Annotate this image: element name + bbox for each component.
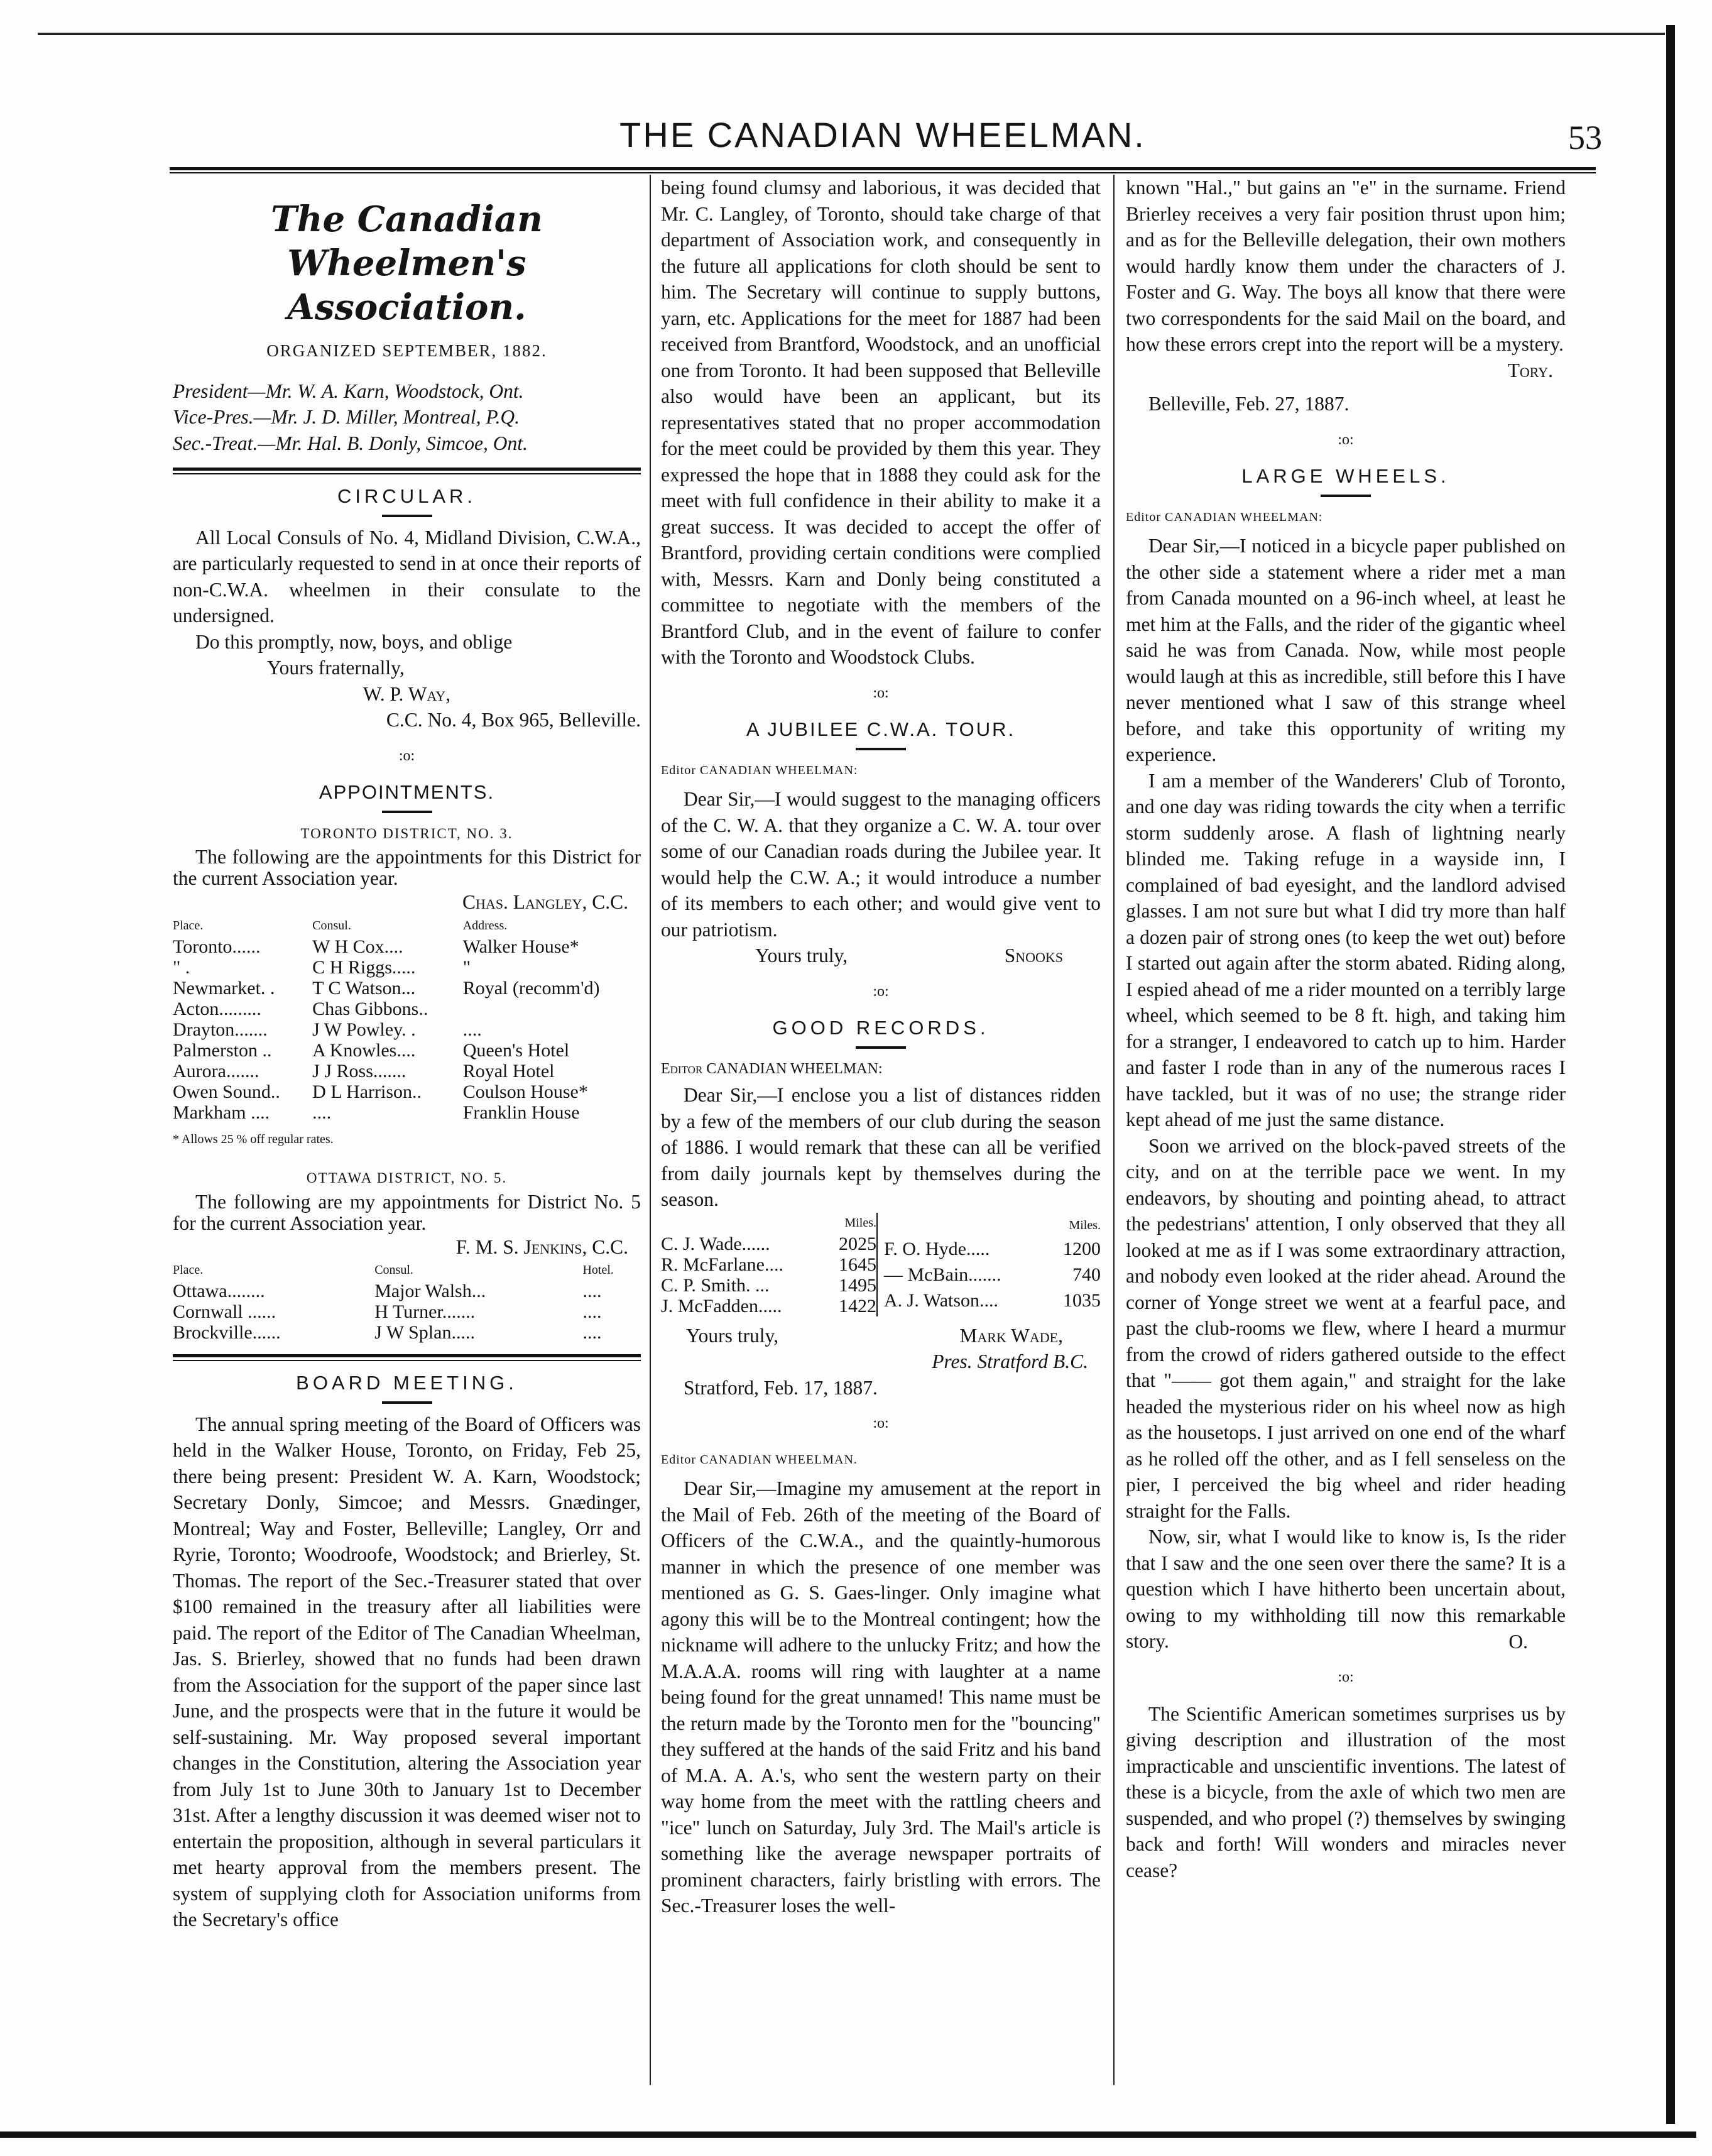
page-edge-bottom	[0, 2131, 1696, 2138]
table-cell: Toronto......	[173, 936, 261, 957]
records-signoff	[661, 1316, 1101, 1349]
table-cell: 1422	[839, 1295, 876, 1316]
table-cell: J. McFadden.....	[661, 1295, 782, 1316]
table-cell: Markham ....	[173, 1102, 270, 1123]
table-cell: Aurora.......	[173, 1060, 259, 1081]
organized-line: ORGANIZED SEPTEMBER, 1882.	[266, 341, 547, 360]
table-header: Place.	[173, 1263, 204, 1277]
ottawa-intro: The following are my appointments for District No. 5 for the current Association year.	[173, 1190, 641, 1234]
good-records-heading: GOOD RECORDS.	[772, 1017, 990, 1039]
table-cell: "	[462, 956, 471, 978]
table-cell: ....	[582, 1281, 602, 1301]
header-rule	[170, 167, 1596, 170]
table-cell: Franklin House	[462, 1102, 580, 1123]
column-divider-1	[650, 175, 651, 2085]
column-divider-2	[1113, 175, 1115, 2085]
scientific-american-paragraph: The Scientific American sometimes surprises us by giving description and illustration of the most impracticable and unscientific inventions. The latest of these is a bicycle, from the axle of which two men are suspended, and who propel (?) themselves by swinging back and forth! Will wonders and miracles never cease?	[1126, 1702, 1566, 1881]
table-cell: C. P. Smith. ...	[661, 1274, 770, 1296]
table-header: Consul.	[312, 918, 351, 933]
table-row	[173, 1040, 641, 1061]
table-cell: C. J. Wade......	[661, 1233, 770, 1254]
table-row	[173, 1061, 641, 1081]
table-row	[661, 1296, 877, 1316]
page-header	[170, 114, 1602, 165]
officer-secretary: Sec.-Treat.—Mr. Hal. B. Donly, Simcoe, Ont.	[173, 432, 528, 454]
heading-rule	[382, 811, 432, 813]
section-divider: :o:	[1338, 431, 1354, 448]
table-header: Address.	[462, 918, 508, 933]
table-row	[884, 1264, 1101, 1290]
officer-president: President—Mr. W. A. Karn, Woodstock, Ont.	[173, 380, 524, 402]
table-cell: A. J. Watson....	[884, 1290, 999, 1311]
heading-rule	[382, 1401, 432, 1404]
board-meeting-heading: BOARD MEETING.	[296, 1372, 518, 1394]
table-cell: 2025	[839, 1233, 876, 1254]
section-divider: :o:	[873, 684, 889, 701]
page-edge-top	[38, 33, 1665, 35]
circular-address: C.C. No. 4, Box 965, Belleville.	[386, 709, 641, 731]
table-row	[173, 1322, 641, 1343]
wheels-paragraph-1: Dear Sir,—I noticed in a bicycle paper published on the other side a statement where a rider met a man from Canada mounted on a 96-inch wheel, at least he met him at the Falls, and the rider of the gigantic wheel said he was from Canada. Now, while most people would laugh at this as incredible, still before this I have never mentioned what I saw of this strange wheel before, and take this opportunity of writing my experience.	[1126, 535, 1566, 765]
heading-rule	[856, 748, 906, 750]
miles-label: Miles.	[844, 1215, 876, 1230]
section-rule	[173, 468, 641, 471]
table-row	[884, 1290, 1101, 1316]
wheels-paragraph-4: Now, sir, what I would like to know is, Is the rider that I saw and the one seen over there the same? It is a question which I have hitherto been uncertain about, owing to my withholding till now this remarkable story.	[1126, 1526, 1566, 1652]
column-1	[173, 175, 641, 1933]
ottawa-signature: F. M. S. Jenkins, C.C.	[455, 1235, 628, 1258]
section-divider: :o:	[1338, 1669, 1354, 1685]
column-3	[1126, 175, 1566, 1883]
table-cell: ....	[582, 1301, 602, 1322]
mail-letter-continued: known "Hal.," but gains an "e" in the surname. Friend Brierley receives a very fair position thrust upon him; and as for the Belleville delegation, their own mothers would hardly know them under the characters of J. Foster and G. Way. The boys all know that there were two correspondents for the said Mail on the board, and how these errors crept into the report will be a mystery.	[1126, 177, 1566, 355]
table-cell: ....	[462, 1019, 482, 1040]
circular-signature: W. P. Way,	[363, 682, 451, 705]
heading-rule	[1321, 495, 1371, 497]
jubilee-heading: A JUBILEE C.W.A. TOUR.	[746, 718, 1016, 740]
table-cell: J J Ross.......	[312, 1060, 406, 1081]
table-cell: Walker House*	[462, 936, 579, 957]
records-date: Stratford, Feb. 17, 1887.	[684, 1376, 878, 1399]
table-header: Place.	[173, 918, 204, 933]
table-cell: 1645	[839, 1254, 876, 1275]
board-meeting-body: The annual spring meeting of the Board of Officers was held in the Walker House, Toronto, on Friday, Feb 25, there being present: President W. A. Karn, Woodstock; Secretary Donly, Simcoe; and Messrs. Gnædinger, Montreal; Way and Foster, Belleville; Langley, Orr and Ryrie, Toronto; Woodroofe, Woodstock; and Brierley, St. Thomas. The report of the Sec.-Treasurer stated that over $100 remained in the treasury after all liabilities were paid. The report of the Editor of The Canadian Wheelman, Jas. S. Brierley, showed that no funds had been drawn from the Association for the support of the paper since last June, and the prospects were that in the future it would be self-sustaining. Mr. Way proposed several important changes in the Constitution, altering the Association year from July 1st to June 30th to January 1st to December 31st. After a lengthy discussion it was deemed wiser not to entertain the proposition, although in several particulars it met hearty approval from the members present. The system of supplying cloth for Association uniforms from the Secretary's office	[173, 1413, 641, 1930]
toronto-appointments-table	[173, 916, 641, 1123]
mail-editor-line: Editor CANADIAN WHEELMAN.	[661, 1452, 858, 1467]
records-signature: Mark Wade,	[959, 1324, 1063, 1347]
mail-signature: Tory.	[1507, 359, 1553, 381]
table-cell	[463, 999, 641, 1019]
circular-body: All Local Consuls of No. 4, Midland Division, C.W.A., are particularly requested to send in at once their reports of non-C.W.A. wheelmen in their consulate to the undersigned.	[173, 526, 641, 627]
wheels-paragraph-3: Soon we arrived on the block-paved streets of the city, and on at the terrible pace we went. In my endeavors, by shouting and pointing ahead, to attract the pedestrians' attention, I only observed that they all looked at me as if I was some extraordinary attraction, and nobody even looked at the rider ahead. Around the corner of Yonge street we went at a fearful pace, and past the club-rooms we flew, where I heard a murmur from the crowd of riders gathered outside to the effect that "—— got them again," and straight for the lake headed the mysterious rider on his wheel now as high as the housetops. I just arrived on one end of the wharf as he rolled off the other, and as I fell senseless on the pier, I perceived the big wheel and rider heading straight for the Falls.	[1126, 1134, 1566, 1522]
table-row	[661, 1275, 877, 1296]
table-cell: Coulson House*	[462, 1081, 588, 1102]
table-row	[884, 1239, 1101, 1264]
table-cell: C H Riggs.....	[312, 956, 416, 978]
mail-date: Belleville, Feb. 27, 1887.	[1148, 393, 1349, 415]
toronto-district-heading: TORONTO DISTRICT, NO. 3.	[300, 825, 513, 841]
table-cell: " .	[173, 956, 190, 978]
toronto-footnote: * Allows 25 % off regular rates.	[173, 1132, 334, 1146]
section-divider: :o:	[873, 983, 889, 1000]
table-cell: 740	[1072, 1264, 1101, 1285]
circular-heading: CIRCULAR.	[337, 485, 477, 507]
wheels-paragraph-2: I am a member of the Wanderers' Club of Toronto, and one day was riding towards the city when a terrific storm suddenly arose. A flash of lightning nearly blinded me. Taking refuge in a wayside inn, I complained of bad eyesight, and the landlord advised glasses. I am not sure but what I did try more than half a dozen pair of strong ones (to keep the wet out) before I started out again after the storm abated. Riding along, I espied ahead of me a rider mounted on a terribly large wheel, which seemed to be 8 ft. high, and taking him for a stranger, I endeavored to catch up to him. Harder and faster I rode than in any of the numerous races I have tackled, but it was of no use; the strange rider kept ahead of me just the same distance.	[1126, 769, 1566, 1130]
page-number: 53	[1568, 119, 1602, 156]
jubilee-close: Yours truly,	[755, 944, 848, 966]
table-cell: T C Watson...	[312, 977, 416, 999]
circular-close: Yours fraternally,	[267, 657, 405, 679]
table-row	[173, 957, 641, 978]
toronto-signature: Chas. Langley, C.C.	[462, 891, 628, 913]
records-close: Yours truly,	[686, 1324, 779, 1347]
table-cell: ....	[582, 1322, 602, 1343]
table-cell: 1035	[1063, 1290, 1101, 1311]
table-row	[173, 1081, 641, 1102]
table-cell: Newmarket. .	[173, 977, 275, 999]
table-cell: W H Cox....	[312, 936, 403, 957]
table-row	[173, 1102, 641, 1123]
table-cell: — McBain.......	[884, 1264, 1001, 1285]
officer-vice-president: Vice-Pres.—Mr. J. D. Miller, Montreal, P.Q.	[173, 406, 520, 428]
section-divider: :o:	[398, 747, 415, 764]
records-table-right	[884, 1213, 1101, 1316]
large-wheels-heading: LARGE WHEELS.	[1241, 465, 1450, 487]
section-divider: :o:	[873, 1415, 889, 1431]
table-header: Hotel.	[582, 1263, 614, 1277]
table-cell: Cornwall ......	[173, 1301, 276, 1322]
heading-rule	[856, 1046, 906, 1049]
table-cell: Drayton.......	[173, 1019, 268, 1040]
table-row	[173, 978, 641, 999]
table-cell: Chas Gibbons..	[312, 998, 428, 1019]
wheels-editor-line: Editor CANADIAN WHEELMAN:	[1126, 510, 1323, 524]
wheels-signature: O.	[1508, 1630, 1528, 1653]
table-header: Consul.	[374, 1263, 413, 1277]
table-cell: Queen's Hotel	[462, 1039, 570, 1061]
table-row	[173, 999, 641, 1019]
table-cell: H Turner.......	[374, 1301, 476, 1322]
table-row	[173, 1281, 641, 1301]
records-table-left	[661, 1213, 878, 1316]
records-body: Dear Sir,—I enclose you a list of distances ridden by a few of the members of our club during the season of 1886. I would remark that these can all be verified from daily journals kept by themselves during the season.	[661, 1084, 1101, 1210]
masthead-title: THE CANADIAN WHEELMAN.	[619, 115, 1146, 155]
association-title: The Canadian Wheelmen's Association.	[271, 199, 543, 328]
table-cell: R. McFarlane....	[661, 1254, 783, 1275]
table-cell: A Knowles....	[312, 1039, 416, 1061]
section-rule	[173, 1354, 641, 1357]
table-row	[173, 1019, 641, 1040]
records-table	[661, 1213, 1101, 1316]
table-cell: Brockville......	[173, 1322, 281, 1343]
table-cell: Royal Hotel	[462, 1060, 555, 1081]
jubilee-signoff	[661, 943, 1101, 969]
circular-line2: Do this promptly, now, boys, and oblige	[195, 630, 513, 653]
heading-rule	[382, 515, 432, 517]
ottawa-appointments-table	[173, 1260, 641, 1343]
table-row	[173, 936, 641, 957]
records-editor-line: Editor CANADIAN WHEELMAN:	[661, 1060, 883, 1077]
records-title: Pres. Stratford B.C.	[932, 1350, 1088, 1372]
table-cell: J W Splan.....	[374, 1322, 475, 1343]
table-cell: Royal (recomm'd)	[462, 977, 600, 999]
table-cell: ....	[312, 1102, 332, 1123]
page-edge-right	[1666, 25, 1675, 2124]
table-row	[661, 1254, 877, 1275]
miles-label: Miles.	[1069, 1218, 1101, 1232]
mail-letter-body: Dear Sir,—Imagine my amusement at the report in the Mail of Feb. 26th of the meeting of the Board of Officers of the C.W.A., and the quaintly-humorous manner in which the presence of one member was mentioned as G. S. Gaes-linger. Only imagine what agony this will be to the Montreal contingent; how the nickname will adhere to the unlucky Fritz; and how the M.A.A.A. rooms will ring with laughter at a name being found for the great unnamed! This name must be the return made by the Toronto men for the "bouncing" they suffered at the hands of the said Fritz and his band of M.A. A. A.'s, who sent the western party on their way home from the meet with the rattling cheers and "ice" lunch on Saturday, July 3rd. The Mail's article is something like the average newspaper portraits of prominent characters, fairly bristling with errors. The Sec.-Treasurer loses the well-	[661, 1477, 1101, 1917]
jubilee-editor-line: Editor CANADIAN WHEELMAN:	[661, 763, 858, 777]
table-cell: Ottawa........	[173, 1281, 265, 1301]
jubilee-signature: Snooks	[1004, 944, 1063, 966]
table-cell: Palmerston ..	[173, 1039, 272, 1061]
ottawa-district-heading: OTTAWA DISTRICT, NO. 5.	[306, 1170, 508, 1186]
table-row	[661, 1234, 877, 1254]
table-cell: D L Harrison..	[312, 1081, 422, 1102]
column-2	[661, 175, 1101, 1919]
table-cell: F. O. Hyde.....	[884, 1238, 990, 1259]
appointments-heading: APPOINTMENTS.	[319, 781, 495, 803]
table-cell: 1495	[839, 1274, 876, 1296]
section-rule-thin	[173, 1360, 641, 1361]
table-cell: J W Powley. .	[312, 1019, 416, 1040]
toronto-intro: The following are the appointments for this District for the current Association year.	[173, 846, 641, 889]
header-rule-thin	[170, 172, 1596, 173]
table-cell: Owen Sound..	[173, 1081, 280, 1102]
jubilee-body: Dear Sir,—I would suggest to the managing officers of the C. W. A. that they organize a C. W. A. tour over some of our Canadian roads during the Jubilee year. It would help the C.W. A.; it would introduce a number of its members to each other; and would give vent to our patriotism.	[661, 788, 1101, 941]
table-cell: 1200	[1063, 1238, 1101, 1259]
table-cell: Acton.........	[173, 998, 261, 1019]
table-cell: Major Walsh...	[374, 1281, 486, 1301]
table-row	[173, 1301, 641, 1322]
section-rule-thin	[173, 473, 641, 474]
board-meeting-continued: being found clumsy and laborious, it was decided that Mr. C. Langley, of Toronto, should take charge of that department of Association work, and consequently in the future all applications for cloth should be sent to him. The Secretary will continue to supply buttons, yarn, etc. Applications for the meet for 1887 had been received from Brantford, Woodstock, and an unofficial one from Toronto. It had been supposed that Belleville also would have been an applicant, but its representatives stated that no proper accommodation for the meet could be provided by them this year. They expressed the hope that in 1888 they could ask for the meet with full confidence in their ability to make it a great success. It was decided to accept the offer of Brantford, providing certain conditions were complied with, Messrs. Karn and Donly being constituted a committee to negotiate with the members of the Brantford Club, and in the event of failure to confer with the Toronto and Woodstock Clubs.	[661, 177, 1101, 668]
